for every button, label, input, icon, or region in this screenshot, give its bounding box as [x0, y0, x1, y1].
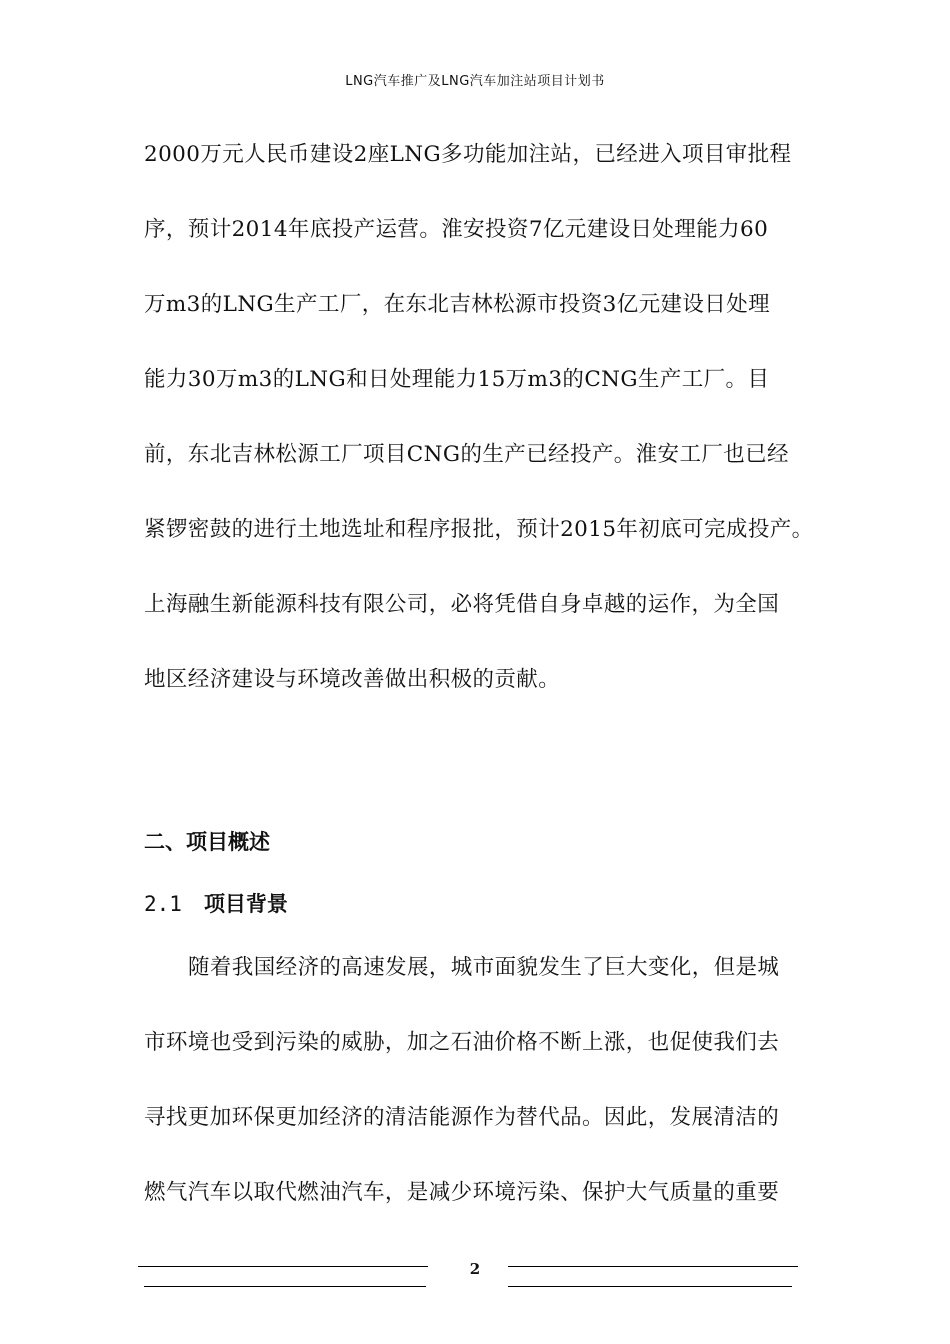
paragraph-line: 序，预计2014年底投产运营。淮安投资7亿元建设日处理能力60 — [144, 217, 769, 242]
paragraph-line: 寻找更加环保更加经济的清洁能源作为替代品。因此，发展清洁的 — [144, 1105, 780, 1130]
subsection-number: 2.1 — [144, 892, 182, 916]
paragraph-line: 市环境也受到污染的威胁，加之石油价格不断上涨，也促使我们去 — [144, 1030, 780, 1055]
section-heading: 二、项目概述 — [144, 830, 270, 854]
paragraph-line: 上海融生新能源科技有限公司，必将凭借自身卓越的运作，为全国 — [144, 592, 780, 617]
paragraph-line: 2000万元人民币建设2座LNG多功能加注站，已经进入项目审批程 — [144, 142, 792, 167]
paragraph-line: 地区经济建设与环境改善做出积极的贡献。 — [144, 667, 561, 692]
paragraph-line: 前，东北吉林松源工厂项目CNG的生产已经投产。淮安工厂也已经 — [144, 442, 789, 467]
paragraph-line: 紧锣密鼓的进行土地选址和程序报批，预计2015年初底可完成投产。 — [144, 517, 814, 542]
paragraph-line: 燃气汽车以取代燃油汽车，是减少环境污染、保护大气质量的重要 — [144, 1180, 780, 1205]
paragraph-line: 万m3的LNG生产工厂，在东北吉林松源市投资3亿元建设日处理 — [144, 292, 771, 317]
paragraph-line: 能力30万m3的LNG和日处理能力15万m3的CNG生产工厂。目 — [144, 367, 770, 392]
paragraph-line: 随着我国经济的高速发展，城市面貌发生了巨大变化，但是城 — [188, 955, 780, 980]
page-header: LNG汽车推广及LNG汽车加注站项目计划书 — [345, 74, 605, 89]
footer-rule-left-bottom — [144, 1286, 426, 1287]
page-number: 2 — [469, 1260, 481, 1278]
subsection-title: 项目背景 — [203, 892, 288, 916]
footer-rule-right-bottom — [508, 1286, 792, 1287]
subsection-heading — [144, 888, 288, 918]
